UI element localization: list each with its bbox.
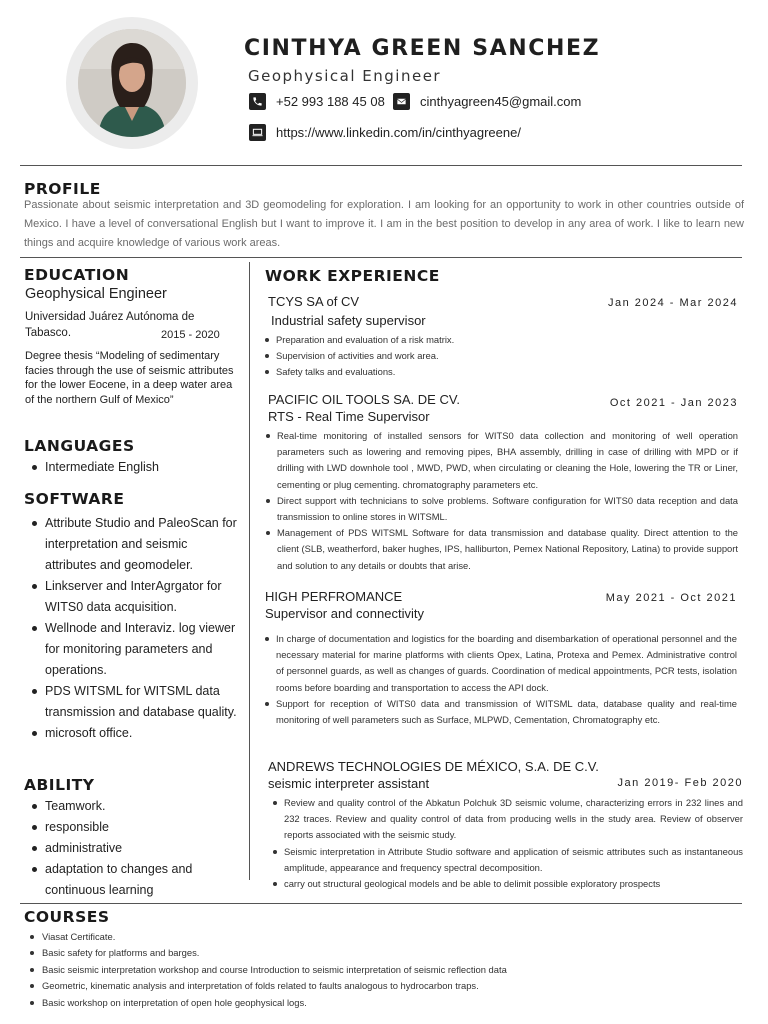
list-item: PDS WITSML for WITSML data transmission and database quality. [25,681,237,723]
job-role: seismic interpreter assistant [268,776,430,791]
list-item: Basic seismic interpretation workshop and course Introduction to seismic interpretation of seismic reflection data [28,962,748,978]
list-item: Intermediate English [25,457,245,478]
ability-heading: ABILITY [24,776,95,794]
languages-list [25,457,245,478]
list-item: Safety talks and evaluations. [265,364,735,380]
education-university: Universidad Juárez Autónoma de Tabasco. [25,311,195,339]
software-list [25,513,237,744]
job-dates: Jan 2019- Feb 2020 [617,777,743,789]
list-item: Geometric, kinematic analysis and interpretation of folds related to faults analogous to hydrocarbon traps. [28,978,748,994]
list-item: Basic safety for platforms and barges. [28,945,748,961]
linkedin-contact [249,124,521,141]
column-divider [249,262,250,880]
divider [20,165,742,166]
phone-contact [249,93,385,110]
job-company: TCYS SA of CV [268,294,360,309]
list-item: carry out structural geological models and be able to delimit possible exploratory prospects [273,876,743,892]
divider [20,903,742,904]
courses-heading: COURSES [24,908,110,926]
phone-icon [249,93,266,110]
languages-heading: LANGUAGES [24,437,135,455]
header [0,0,768,165]
job-role: Supervisor and connectivity [265,606,424,621]
list-item: Preparation and evaluation of a risk matrix. [265,332,735,348]
job-company: PACIFIC OIL TOOLS SA. DE CV. [268,392,460,407]
list-item: Direct support with technicians to solve problems. Software configuration for WITS0 data reception and data transmission to online stores in WITSML. [266,493,738,525]
profile-heading: PROFILE [24,180,101,198]
work-heading: WORK EXPERIENCE [265,267,440,285]
job-bullets [265,332,735,381]
education-years: 2015 - 2020 [161,329,220,341]
list-item: Supervision of activities and work area. [265,348,735,364]
list-item: adaptation to changes and continuous learning [25,859,237,901]
list-item: responsible [25,817,237,838]
software-heading: SOFTWARE [24,490,125,508]
list-item: Review and quality control of the Abkatun Polchuk 3D seismic volume, characterizing errors in 232 lines and 232 traces. Review and quality control of data from producing wells in the study area. Review of observer reports associated with the seismic study. [273,795,743,844]
job-role: RTS - Real Time Supervisor [268,409,430,424]
job-bullets [265,631,737,728]
education-degree: Geophysical Engineer [25,286,167,302]
list-item: Viasat Certificate. [28,929,748,945]
job-role: Industrial safety supervisor [271,313,426,328]
email-icon [393,93,410,110]
education-thesis: Degree thesis “Modeling of sedimentary facies through the use of seismic attributes for the lower Eocene, in a deep water area of the northern Gulf of Mexico” [25,350,234,406]
list-item: Wellnode and Interaviz. log viewer for monitoring parameters and operations. [25,618,237,681]
courses-list [28,929,748,1011]
list-item: Attribute Studio and PaleoScan for interpretation and seismic attributes and geomodeler. [25,513,237,576]
profile-text: Passionate about seismic interpretation and 3D geomodeling for exploration. I am looking for an opportunity to work in other countries outside of Mexico. I have a level of conversational English but I want to improve it. I am in the best position to develop in any area of work. I like to learn new things and acquire knowledge of various work areas. [24,199,744,249]
list-item: Management of PDS WITSML Software for data transmission and database quality. Direct attention to the client (SLB, weatherford, baker hughes, IPS, halliburton, Pemex National Repository, Latina) to provide support and solution to any details or doubts that arise. [266,525,738,574]
list-item: microsoft office. [25,723,237,744]
list-item: Linkserver and InterAgrgator for WITS0 data acquisition. [25,576,237,618]
list-item: In charge of documentation and logistics for the boarding and disembarkation of operational personnel and the necessary material for marine platforms with clients Opex, Latina, Protexa and Pemex. Administrative control of personnel guards, as well as changes of guards. Coordination of medical appointments, PCR tests, isolation rooms before boarding and transportation to access the API dock. [265,631,737,696]
list-item: Real-time monitoring of installed sensors for WITS0 data collection and monitoring of well operation parameters such as lowering and removing pipes, BHA assembly, drilling in case of drilling with MPD or if drilling with LWD downhole tool , MWD, PWD, when circulating or cleaning the Hole, lowering the TR or Liner, cementing or plug cementing. chromatography parameters etc. [266,428,738,493]
avatar [78,29,186,137]
list-item: Basic workshop on interpretation of open hole geophysical logs. [28,995,748,1011]
job-dates: Jan 2024 - Mar 2024 [607,297,738,309]
linkedin-link[interactable]: https://www.linkedin.com/in/cinthyagreene/ [276,125,521,140]
linkedin-icon [249,124,266,141]
list-item: administrative [25,838,237,859]
list-item: Seismic interpretation in Attribute Studio software and application of seismic attributes such as instantaneous amplitude, appearance and frequency spectral decomposition. [273,844,743,876]
job-dates: May 2021 - Oct 2021 [605,592,737,604]
job-dates: Oct 2021 - Jan 2023 [609,397,738,409]
list-item: Teamwork. [25,796,237,817]
education-heading: EDUCATION [24,266,130,284]
divider [20,257,742,258]
ability-list [25,796,237,901]
list-item: Support for reception of WITS0 data and transmission of WITSML data, database quality and real-time monitoring of well parameters such as Surface, MLPWD, Cementation, Chromatography etc. [265,696,737,728]
phone-number: +52 993 188 45 08 [276,94,385,109]
job-bullets [273,795,743,892]
candidate-name: CINTHYA GREEN SANCHEZ [244,36,601,61]
candidate-title: Geophysical Engineer [248,67,442,85]
email-link[interactable]: cinthyagreen45@gmail.com [420,94,582,109]
email-contact [393,93,581,110]
job-bullets [266,428,738,574]
job-company: HIGH PERFROMANCE [265,589,403,604]
job-company: ANDREWS TECHNOLOGIES DE MÉXICO, S.A. DE C.V. [268,759,599,774]
